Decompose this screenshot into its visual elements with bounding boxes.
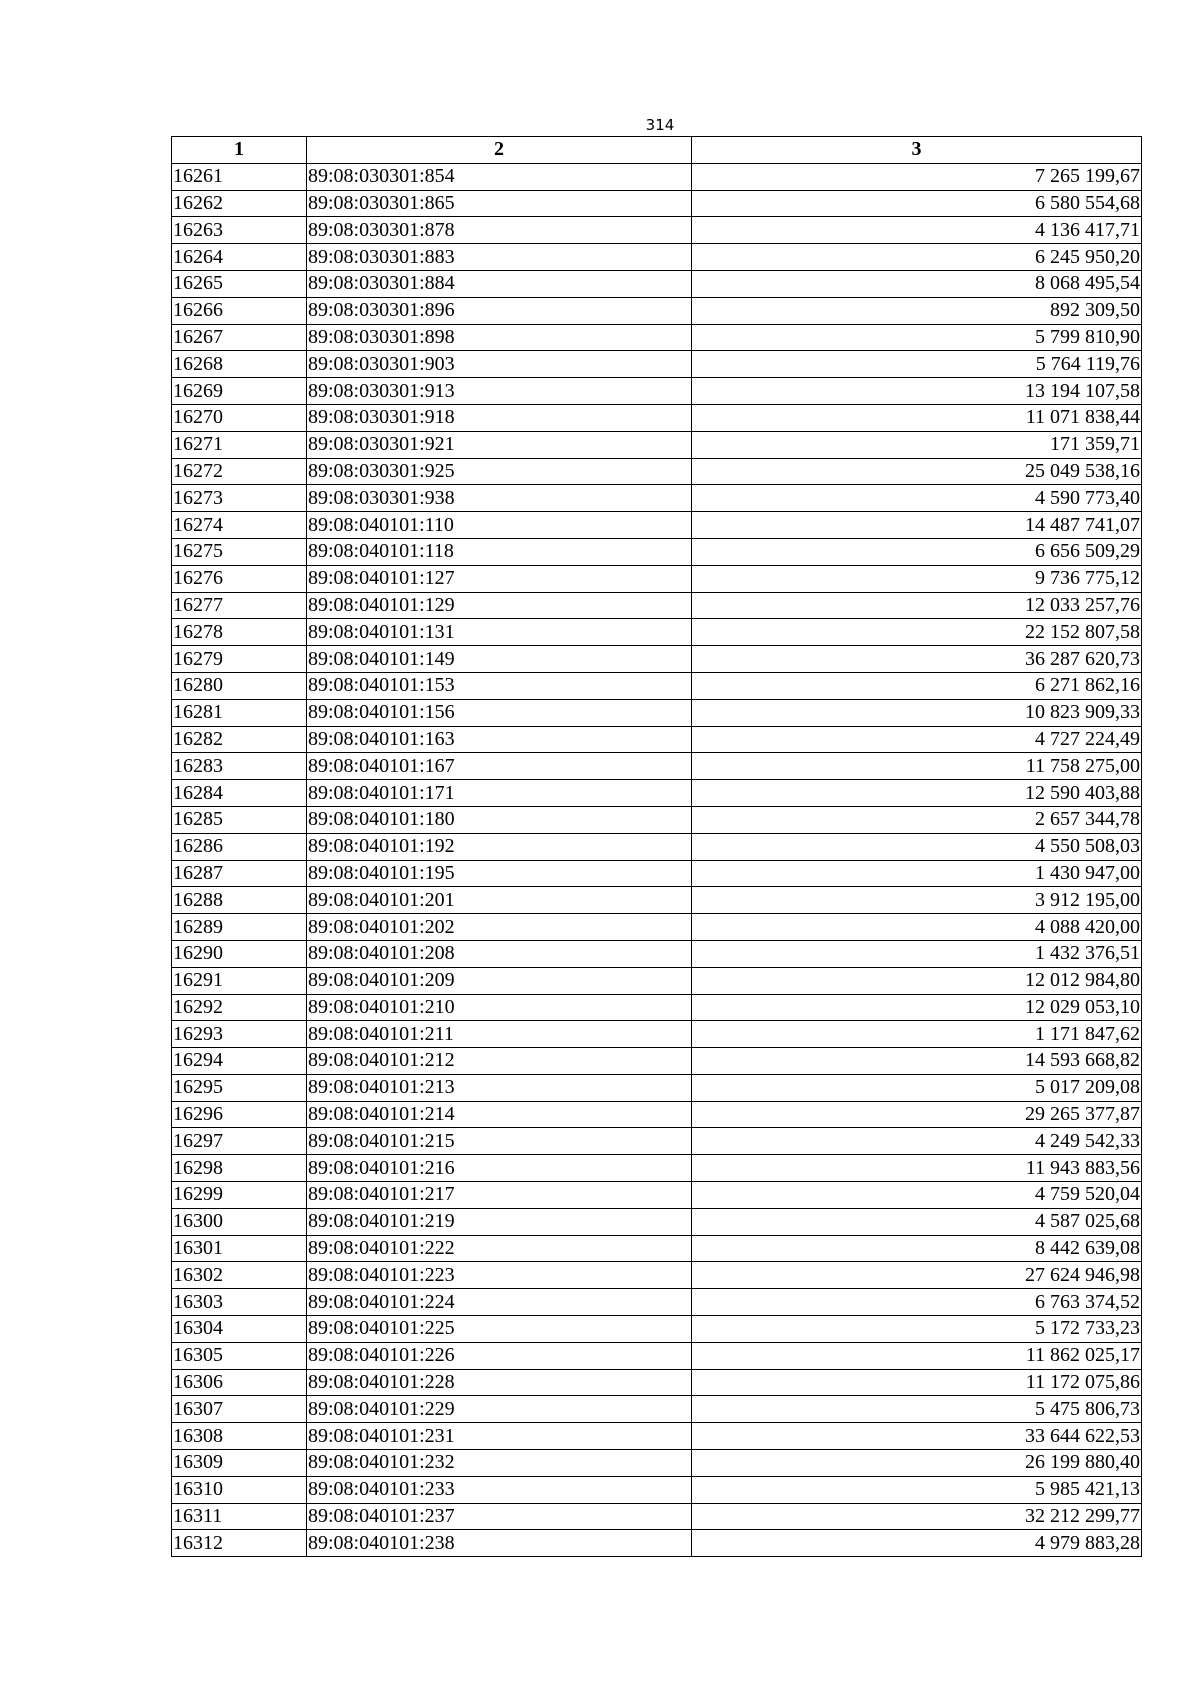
cadastral-number: 89:08:040101:167 bbox=[307, 753, 692, 780]
cadastral-value: 4 759 520,04 bbox=[692, 1182, 1142, 1209]
table-row bbox=[172, 1235, 1142, 1262]
cadastral-number: 89:08:040101:233 bbox=[307, 1476, 692, 1503]
cadastral-value: 1 430 947,00 bbox=[692, 860, 1142, 887]
cadastral-number: 89:08:030301:878 bbox=[307, 217, 692, 244]
table-row bbox=[172, 780, 1142, 807]
table-row bbox=[172, 163, 1142, 190]
row-number: 16273 bbox=[172, 485, 307, 512]
cadastral-value: 171 359,71 bbox=[692, 431, 1142, 458]
row-number: 16268 bbox=[172, 351, 307, 378]
row-number: 16262 bbox=[172, 190, 307, 217]
cadastral-value: 1 432 376,51 bbox=[692, 940, 1142, 967]
table-row bbox=[172, 833, 1142, 860]
table-row bbox=[172, 967, 1142, 994]
row-number: 16279 bbox=[172, 646, 307, 673]
row-number: 16271 bbox=[172, 431, 307, 458]
table-row bbox=[172, 324, 1142, 351]
cadastral-number: 89:08:040101:217 bbox=[307, 1182, 692, 1209]
cadastral-value: 4 587 025,68 bbox=[692, 1208, 1142, 1235]
cadastral-value: 4 249 542,33 bbox=[692, 1128, 1142, 1155]
cadastral-number: 89:08:040101:222 bbox=[307, 1235, 692, 1262]
table-row bbox=[172, 565, 1142, 592]
cadastral-value: 12 590 403,88 bbox=[692, 780, 1142, 807]
table-row bbox=[172, 726, 1142, 753]
table-row bbox=[172, 1423, 1142, 1450]
cadastral-value: 11 758 275,00 bbox=[692, 753, 1142, 780]
table-row bbox=[172, 485, 1142, 512]
cadastral-value: 4 088 420,00 bbox=[692, 914, 1142, 941]
table-row bbox=[172, 1316, 1142, 1343]
cadastral-number: 89:08:030301:921 bbox=[307, 431, 692, 458]
table-row bbox=[172, 1021, 1142, 1048]
cadastral-value: 27 624 946,98 bbox=[692, 1262, 1142, 1289]
cadastral-number: 89:08:040101:156 bbox=[307, 699, 692, 726]
table-row bbox=[172, 351, 1142, 378]
cadastral-number: 89:08:040101:149 bbox=[307, 646, 692, 673]
row-number: 16261 bbox=[172, 163, 307, 190]
row-number: 16292 bbox=[172, 994, 307, 1021]
cadastral-value: 2 657 344,78 bbox=[692, 806, 1142, 833]
table-row bbox=[172, 672, 1142, 699]
row-number: 16302 bbox=[172, 1262, 307, 1289]
cadastral-value: 22 152 807,58 bbox=[692, 619, 1142, 646]
cadastral-value: 36 287 620,73 bbox=[692, 646, 1142, 673]
cadastral-number: 89:08:040101:226 bbox=[307, 1342, 692, 1369]
cadastral-number: 89:08:040101:211 bbox=[307, 1021, 692, 1048]
table-row bbox=[172, 699, 1142, 726]
cadastral-number: 89:08:040101:232 bbox=[307, 1450, 692, 1477]
row-number: 16281 bbox=[172, 699, 307, 726]
table-row bbox=[172, 806, 1142, 833]
row-number: 16300 bbox=[172, 1208, 307, 1235]
row-number: 16312 bbox=[172, 1530, 307, 1557]
row-number: 16305 bbox=[172, 1342, 307, 1369]
cadastral-number: 89:08:040101:163 bbox=[307, 726, 692, 753]
cadastral-number: 89:08:040101:238 bbox=[307, 1530, 692, 1557]
cadastral-value: 32 212 299,77 bbox=[692, 1503, 1142, 1530]
cadastral-value: 5 985 421,13 bbox=[692, 1476, 1142, 1503]
column-header-3: 3 bbox=[692, 137, 1142, 164]
cadastral-number: 89:08:030301:884 bbox=[307, 270, 692, 297]
cadastral-number: 89:08:040101:229 bbox=[307, 1396, 692, 1423]
table-row bbox=[172, 404, 1142, 431]
cadastral-number: 89:08:040101:231 bbox=[307, 1423, 692, 1450]
cadastral-number: 89:08:030301:898 bbox=[307, 324, 692, 351]
cadastral-value: 5 799 810,90 bbox=[692, 324, 1142, 351]
table-row bbox=[172, 994, 1142, 1021]
cadastral-value: 3 912 195,00 bbox=[692, 887, 1142, 914]
row-number: 16295 bbox=[172, 1074, 307, 1101]
cadastral-number: 89:08:040101:153 bbox=[307, 672, 692, 699]
cadastral-value: 11 172 075,86 bbox=[692, 1369, 1142, 1396]
cadastral-value: 6 763 374,52 bbox=[692, 1289, 1142, 1316]
cadastral-value: 5 475 806,73 bbox=[692, 1396, 1142, 1423]
table-row bbox=[172, 1155, 1142, 1182]
row-number: 16296 bbox=[172, 1101, 307, 1128]
row-number: 16276 bbox=[172, 565, 307, 592]
cadastral-number: 89:08:040101:216 bbox=[307, 1155, 692, 1182]
table-header-row bbox=[172, 137, 1142, 164]
cadastral-number: 89:08:040101:224 bbox=[307, 1289, 692, 1316]
cadastral-number: 89:08:040101:225 bbox=[307, 1316, 692, 1343]
row-number: 16289 bbox=[172, 914, 307, 941]
cadastral-number: 89:08:030301:865 bbox=[307, 190, 692, 217]
cadastral-number: 89:08:030301:913 bbox=[307, 378, 692, 405]
row-number: 16275 bbox=[172, 538, 307, 565]
row-number: 16266 bbox=[172, 297, 307, 324]
table-row bbox=[172, 1128, 1142, 1155]
row-number: 16270 bbox=[172, 404, 307, 431]
cadastral-value: 4 979 883,28 bbox=[692, 1530, 1142, 1557]
cadastral-value: 12 033 257,76 bbox=[692, 592, 1142, 619]
table-row bbox=[172, 1342, 1142, 1369]
table-row bbox=[172, 190, 1142, 217]
cadastral-value: 6 245 950,20 bbox=[692, 244, 1142, 271]
row-number: 16284 bbox=[172, 780, 307, 807]
cadastral-value: 12 029 053,10 bbox=[692, 994, 1142, 1021]
cadastral-value: 14 487 741,07 bbox=[692, 512, 1142, 539]
table-row bbox=[172, 297, 1142, 324]
row-number: 16265 bbox=[172, 270, 307, 297]
cadastral-number: 89:08:040101:209 bbox=[307, 967, 692, 994]
row-number: 16286 bbox=[172, 833, 307, 860]
table-row bbox=[172, 1262, 1142, 1289]
table-row bbox=[172, 1208, 1142, 1235]
cadastral-value: 29 265 377,87 bbox=[692, 1101, 1142, 1128]
row-number: 16285 bbox=[172, 806, 307, 833]
cadastral-number: 89:08:030301:903 bbox=[307, 351, 692, 378]
cadastral-value: 8 068 495,54 bbox=[692, 270, 1142, 297]
table-row bbox=[172, 646, 1142, 673]
row-number: 16310 bbox=[172, 1476, 307, 1503]
table-row bbox=[172, 217, 1142, 244]
cadastral-number: 89:08:040101:223 bbox=[307, 1262, 692, 1289]
table-row bbox=[172, 1048, 1142, 1075]
table-row bbox=[172, 619, 1142, 646]
row-number: 16283 bbox=[172, 753, 307, 780]
cadastral-value: 11 071 838,44 bbox=[692, 404, 1142, 431]
table-row bbox=[172, 753, 1142, 780]
cadastral-value: 33 644 622,53 bbox=[692, 1423, 1142, 1450]
cadastral-number: 89:08:040101:180 bbox=[307, 806, 692, 833]
column-header-1: 1 bbox=[172, 137, 307, 164]
row-number: 16287 bbox=[172, 860, 307, 887]
table-row bbox=[172, 538, 1142, 565]
row-number: 16278 bbox=[172, 619, 307, 646]
row-number: 16301 bbox=[172, 1235, 307, 1262]
table-row bbox=[172, 244, 1142, 271]
cadastral-value: 5 172 733,23 bbox=[692, 1316, 1142, 1343]
cadastral-number: 89:08:030301:938 bbox=[307, 485, 692, 512]
row-number: 16291 bbox=[172, 967, 307, 994]
row-number: 16277 bbox=[172, 592, 307, 619]
cadastral-number: 89:08:040101:127 bbox=[307, 565, 692, 592]
table-row bbox=[172, 1289, 1142, 1316]
row-number: 16282 bbox=[172, 726, 307, 753]
cadastral-value: 4 590 773,40 bbox=[692, 485, 1142, 512]
row-number: 16274 bbox=[172, 512, 307, 539]
cadastral-value: 5 764 119,76 bbox=[692, 351, 1142, 378]
cadastral-value: 11 862 025,17 bbox=[692, 1342, 1142, 1369]
cadastral-number: 89:08:040101:195 bbox=[307, 860, 692, 887]
cadastral-number: 89:08:040101:215 bbox=[307, 1128, 692, 1155]
cadastral-value: 25 049 538,16 bbox=[692, 458, 1142, 485]
table-row bbox=[172, 1182, 1142, 1209]
cadastral-number: 89:08:040101:228 bbox=[307, 1369, 692, 1396]
cadastral-value: 10 823 909,33 bbox=[692, 699, 1142, 726]
cadastral-value: 13 194 107,58 bbox=[692, 378, 1142, 405]
cadastral-number: 89:08:040101:212 bbox=[307, 1048, 692, 1075]
cadastral-number: 89:08:040101:202 bbox=[307, 914, 692, 941]
cadastral-value: 7 265 199,67 bbox=[692, 163, 1142, 190]
cadastral-value: 14 593 668,82 bbox=[692, 1048, 1142, 1075]
row-number: 16280 bbox=[172, 672, 307, 699]
row-number: 16267 bbox=[172, 324, 307, 351]
table-row bbox=[172, 1101, 1142, 1128]
table-row bbox=[172, 431, 1142, 458]
cadastral-number: 89:08:030301:896 bbox=[307, 297, 692, 324]
cadastral-number: 89:08:040101:129 bbox=[307, 592, 692, 619]
cadastral-number: 89:08:040101:219 bbox=[307, 1208, 692, 1235]
cadastral-value: 6 580 554,68 bbox=[692, 190, 1142, 217]
table-row bbox=[172, 378, 1142, 405]
cadastral-number: 89:08:040101:213 bbox=[307, 1074, 692, 1101]
table-row bbox=[172, 458, 1142, 485]
cadastral-number: 89:08:030301:918 bbox=[307, 404, 692, 431]
row-number: 16263 bbox=[172, 217, 307, 244]
table-row bbox=[172, 1369, 1142, 1396]
data-table bbox=[171, 136, 1142, 1557]
table-row bbox=[172, 940, 1142, 967]
row-number: 16264 bbox=[172, 244, 307, 271]
cadastral-value: 5 017 209,08 bbox=[692, 1074, 1142, 1101]
row-number: 16290 bbox=[172, 940, 307, 967]
cadastral-number: 89:08:040101:210 bbox=[307, 994, 692, 1021]
cadastral-number: 89:08:030301:883 bbox=[307, 244, 692, 271]
cadastral-number: 89:08:040101:131 bbox=[307, 619, 692, 646]
cadastral-number: 89:08:040101:171 bbox=[307, 780, 692, 807]
column-header-2: 2 bbox=[307, 137, 692, 164]
table-row bbox=[172, 887, 1142, 914]
table-row bbox=[172, 1503, 1142, 1530]
table-row bbox=[172, 860, 1142, 887]
row-number: 16293 bbox=[172, 1021, 307, 1048]
cadastral-number: 89:08:040101:201 bbox=[307, 887, 692, 914]
cadastral-value: 11 943 883,56 bbox=[692, 1155, 1142, 1182]
row-number: 16299 bbox=[172, 1182, 307, 1209]
row-number: 16304 bbox=[172, 1316, 307, 1343]
row-number: 16294 bbox=[172, 1048, 307, 1075]
row-number: 16272 bbox=[172, 458, 307, 485]
row-number: 16303 bbox=[172, 1289, 307, 1316]
cadastral-value: 12 012 984,80 bbox=[692, 967, 1142, 994]
cadastral-value: 4 550 508,03 bbox=[692, 833, 1142, 860]
cadastral-number: 89:08:040101:192 bbox=[307, 833, 692, 860]
cadastral-value: 26 199 880,40 bbox=[692, 1450, 1142, 1477]
cadastral-number: 89:08:040101:208 bbox=[307, 940, 692, 967]
table-row bbox=[172, 270, 1142, 297]
table-row bbox=[172, 1530, 1142, 1557]
row-number: 16308 bbox=[172, 1423, 307, 1450]
row-number: 16288 bbox=[172, 887, 307, 914]
cadastral-number: 89:08:030301:854 bbox=[307, 163, 692, 190]
cadastral-value: 6 271 862,16 bbox=[692, 672, 1142, 699]
table-row bbox=[172, 1476, 1142, 1503]
page-number: 314 bbox=[645, 116, 675, 134]
cadastral-number: 89:08:040101:214 bbox=[307, 1101, 692, 1128]
table-row bbox=[172, 1074, 1142, 1101]
table-row bbox=[172, 1450, 1142, 1477]
cadastral-number: 89:08:040101:237 bbox=[307, 1503, 692, 1530]
cadastral-number: 89:08:030301:925 bbox=[307, 458, 692, 485]
row-number: 16307 bbox=[172, 1396, 307, 1423]
row-number: 16298 bbox=[172, 1155, 307, 1182]
cadastral-value: 1 171 847,62 bbox=[692, 1021, 1142, 1048]
cadastral-number: 89:08:040101:110 bbox=[307, 512, 692, 539]
cadastral-value: 892 309,50 bbox=[692, 297, 1142, 324]
cadastral-value: 6 656 509,29 bbox=[692, 538, 1142, 565]
table-row bbox=[172, 592, 1142, 619]
cadastral-value: 4 727 224,49 bbox=[692, 726, 1142, 753]
cadastral-number: 89:08:040101:118 bbox=[307, 538, 692, 565]
row-number: 16297 bbox=[172, 1128, 307, 1155]
cadastral-value: 8 442 639,08 bbox=[692, 1235, 1142, 1262]
row-number: 16311 bbox=[172, 1503, 307, 1530]
cadastral-value: 9 736 775,12 bbox=[692, 565, 1142, 592]
row-number: 16269 bbox=[172, 378, 307, 405]
table-row bbox=[172, 1396, 1142, 1423]
cadastral-value: 4 136 417,71 bbox=[692, 217, 1142, 244]
table-row bbox=[172, 512, 1142, 539]
row-number: 16306 bbox=[172, 1369, 307, 1396]
table-row bbox=[172, 914, 1142, 941]
row-number: 16309 bbox=[172, 1450, 307, 1477]
